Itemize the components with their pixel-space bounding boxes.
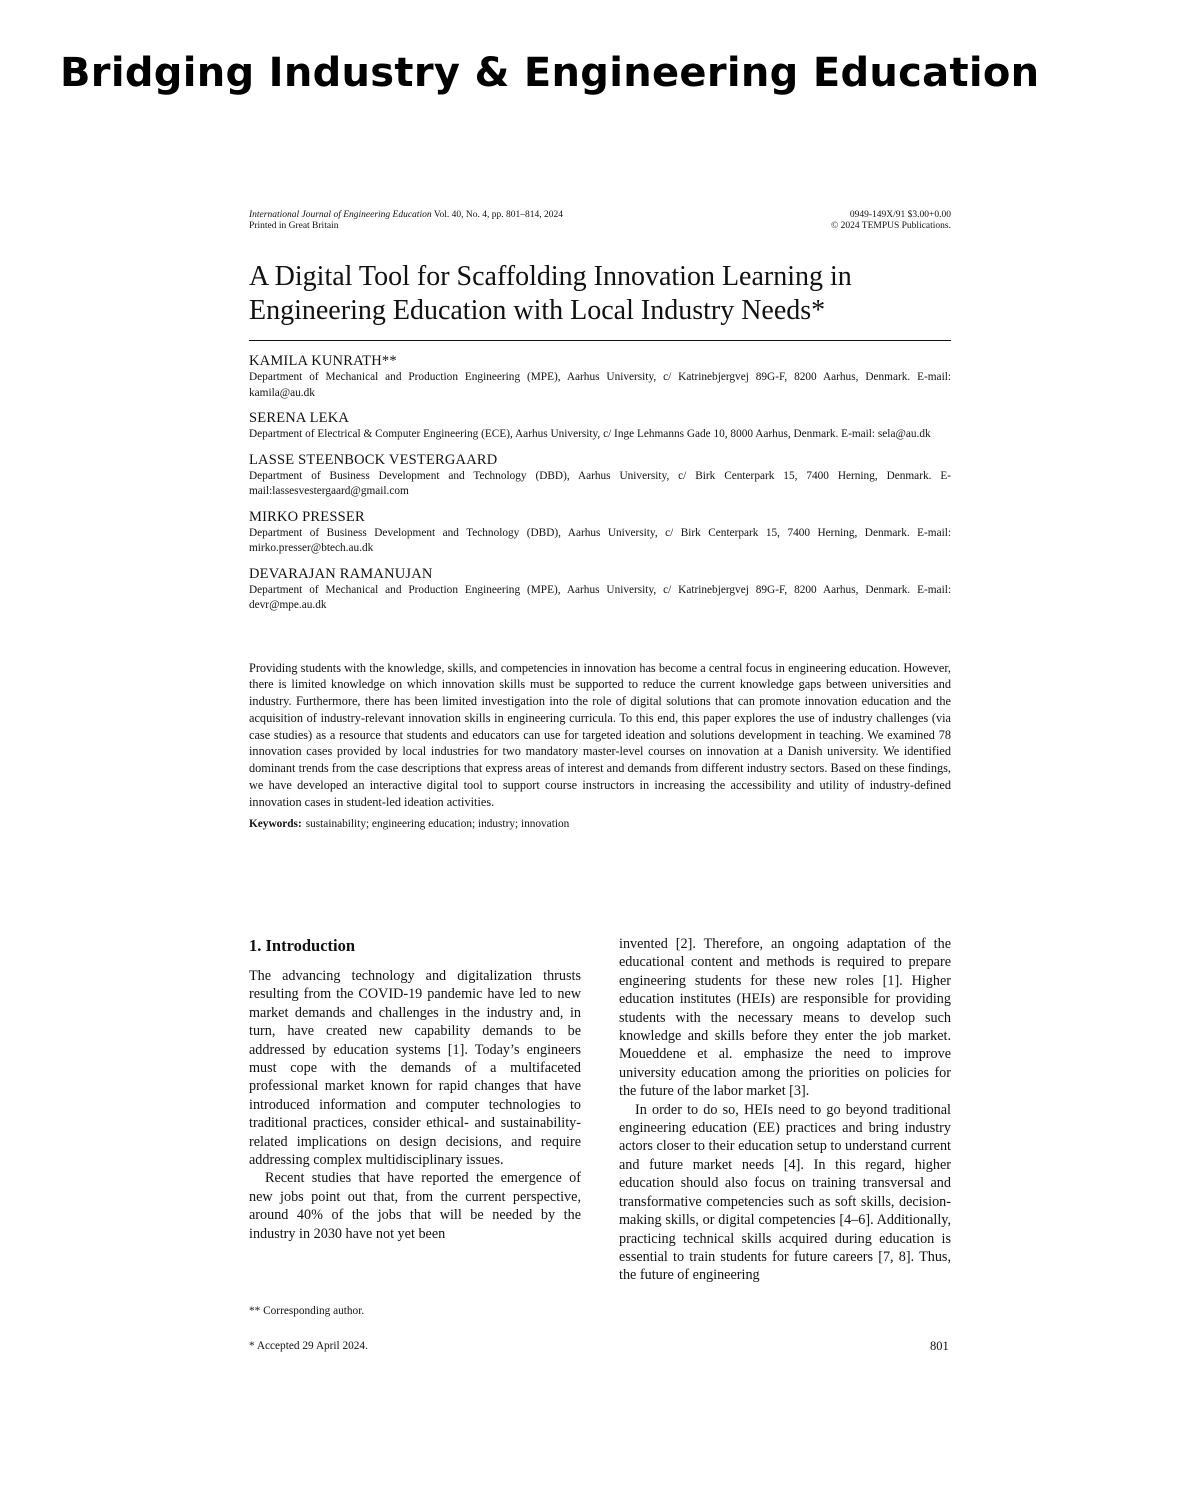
journal-volume: Vol. 40, No. 4, pp. 801–814, 2024 (433, 210, 563, 220)
paper-title-line-1: A Digital Tool for Scaffolding Innovation Learning in (249, 261, 852, 292)
author-affiliation: Department of Mechanical and Production Engineering (MPE), Aarhus University, c/ Katrinebjergvej 89G-F, 8200 Aarhus, Denmark. E-mail: kamila@au.dk (249, 371, 951, 399)
body-paragraph: The advancing technology and digitalization thrusts resulting from the COVID-19 pandemic have led to new market demands and challenges in the industry and, in turn, have created new capability demands to be addressed by education systems [1]. Today’s engineers must cope with the demands of a multifaceted professional market known for rapid changes that have introduced information and computer technologies to traditional practices, consider ethical- and sustainability-related implications on design decisions, and require addressing complex multidisciplinary issues. (249, 968, 581, 1169)
author-name: DEVARAJAN RAMANUJAN (249, 565, 433, 582)
journal-name: International Journal of Engineering Education (249, 210, 432, 220)
banner-title: Bridging Industry & Engineering Education (60, 50, 1040, 96)
footnote-corresponding: ** Corresponding author. (249, 1305, 365, 1317)
keywords (249, 817, 951, 832)
keywords-label: Keywords: (249, 817, 302, 830)
author-affiliation: Department of Business Development and Technology (DBD), Aarhus University, c/ Birk Centerpark 15, 7400 Herning, Denmark. E-mail:lassesvestergaard@gmail.com (249, 469, 951, 497)
author-affiliation: Department of Business Development and Technology (DBD), Aarhus University, c/ Birk Centerpark 15, 7400 Herning, Denmark. E-mail: mirko.presser@btech.au.dk (249, 526, 951, 554)
author-entry (249, 410, 951, 443)
author-entry (249, 509, 951, 557)
author-name: KAMILA KUNRATH** (249, 353, 397, 369)
footnote-accepted: * Accepted 29 April 2024. (249, 1340, 368, 1352)
body-paragraph: In order to do so, HEIs need to go beyond traditional engineering education (EE) practices and bring industry actors closer to their education setup to understand current and future market needs [4]. In this regard, higher education should also focus on training transversal and transformative competencies such as soft skills, decision-making skills, or digital competencies [4–6]. Additionally, practicing technical skills acquired during education is essential to train students for future careers [7, 8]. Thus, the future of engineering (619, 1101, 951, 1284)
left-column (249, 935, 581, 1285)
right-column (619, 935, 951, 1285)
abstract: Providing students with the knowledge, skills, and competencies in innovation has become a central focus in engineering education. However, there is limited knowledge on which innovation skills must be supported to reduce the current knowledge gaps between universities and industry. Furthermore, there has been limited investigation into the role of digital solutions that can promote innovation education and the acquisition of industry-relevant innovation skills in engineering curricula. To this end, this paper explores the use of industry challenges (via case studies) as a resource that students and educators can use for targeted ideation and solutions development in teaching. We examined 78 innovation cases provided by local industries for two mandatory master-level courses on innovation at a Danish university. We identified dominant trends from the case descriptions that express areas of interest and demands from different industry sectors. Based on these findings, we have developed an interactive digital tool to support course instructors in increasing the accessibility and utility of industry-defined innovation cases in student-led ideation activities. (249, 660, 951, 809)
paper-title (249, 260, 951, 328)
issn: 0949-149X/91 $3.00+0.00 (849, 210, 951, 220)
journal-header (249, 210, 951, 232)
body-paragraph: Recent studies that have reported the emergence of new jobs point out that, from the current perspective, around 40% of the jobs that will be needed by the industry in 2030 have not yet been (249, 1170, 581, 1242)
author-entry (249, 566, 951, 614)
body-columns (249, 935, 951, 1285)
author-name: LASSE STEENBOCK VESTERGAARD (249, 451, 498, 468)
author-entry (249, 353, 951, 401)
title-divider (249, 340, 951, 341)
author-name: SERENA LEKA (249, 410, 350, 426)
author-entry (249, 452, 951, 500)
author-affiliation: Department of Mechanical and Production Engineering (MPE), Aarhus University, c/ Katrinebjergvej 89G-F, 8200 Aarhus, Denmark. E-mail: devr@mpe.au.dk (249, 583, 951, 611)
author-list (249, 353, 951, 614)
section-heading: 1. Introduction (249, 936, 356, 955)
paper-page (249, 210, 951, 832)
keywords-text: sustainability; engineering education; industry; innovation (305, 817, 570, 830)
copyright: © 2024 TEMPUS Publications. (831, 221, 951, 231)
body-paragraph: invented [2]. Therefore, an ongoing adaptation of the educational content and methods is required to prepare engineering students for these new roles [1]. Higher education institutes (HEIs) are responsible for providing students with the necessary means to develop such knowledge and skills before they enter the job market. Moueddene et al. emphasize the need to improve university education among the priorities on policies for the future of the labor market [3]. (619, 936, 951, 1100)
paper-title-line-2: Engineering Education with Local Industry Needs* (249, 295, 826, 326)
printed-in: Printed in Great Britain (249, 221, 339, 231)
author-affiliation: Department of Electrical & Computer Engineering (ECE), Aarhus University, c/ Inge Lehmanns Gade 10, 8000 Aarhus, Denmark. E-mail: sela@au.dk (249, 428, 931, 440)
page-number: 801 (930, 1339, 949, 1353)
author-name: MIRKO PRESSER (249, 508, 365, 525)
